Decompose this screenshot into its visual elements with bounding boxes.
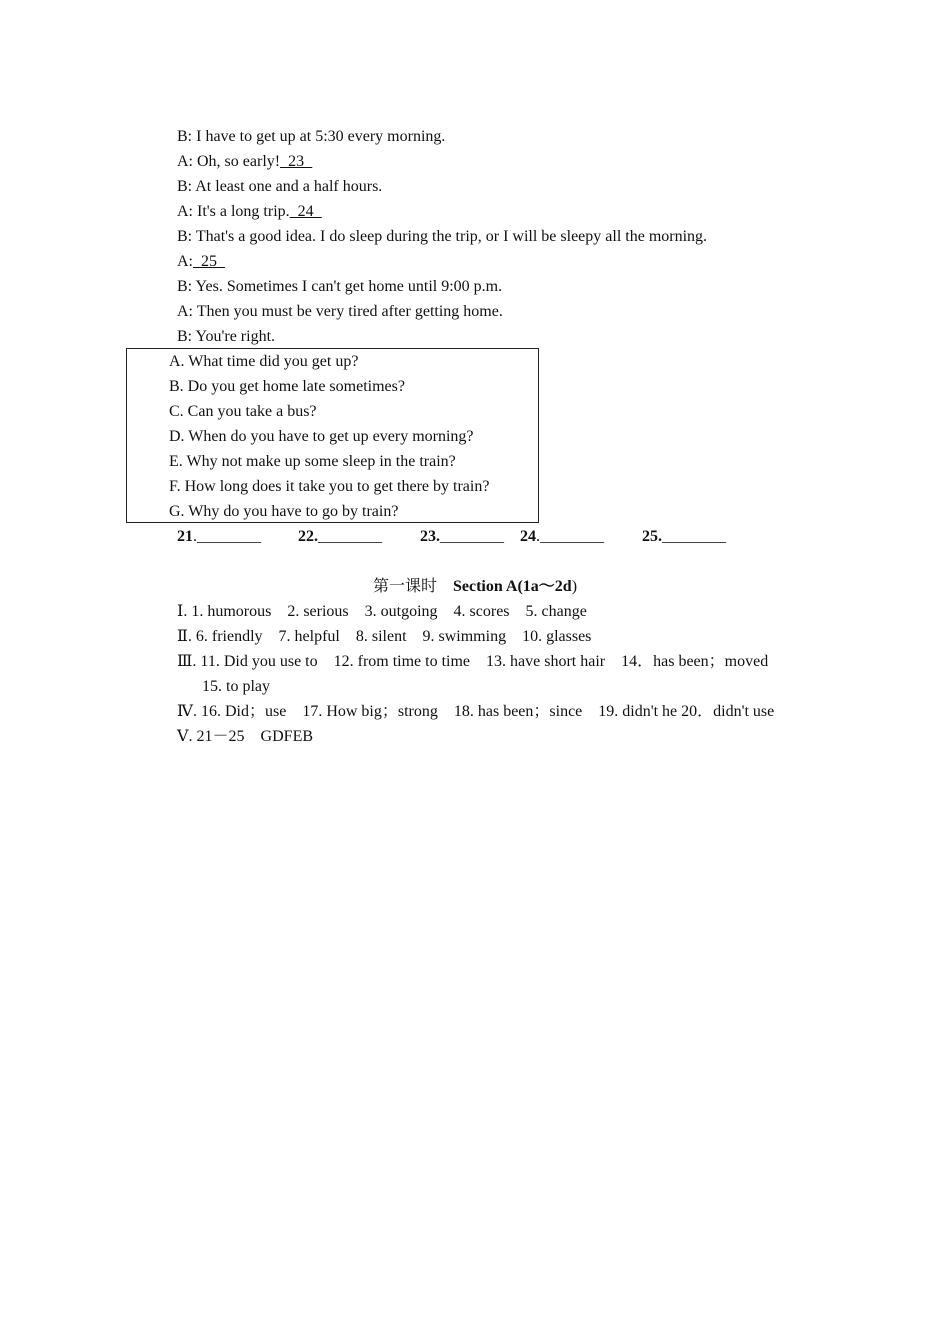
answer-line: Ⅰ. 1. humorous 2. serious 3. outgoing 4. scores 5. change: [177, 603, 587, 620]
answer-blank-23: [420, 524, 504, 549]
blank-line: ________: [318, 528, 382, 545]
option-item: D. When do you have to get up every morning?: [169, 428, 474, 445]
speaker-label: B:: [177, 328, 193, 345]
dialogue-text: Then you must be very tired after getting home.: [193, 303, 503, 320]
speaker-label: B:: [177, 278, 193, 295]
answer-line: Ⅱ. 6. friendly 7. helpful 8. silent 9. swimming 10. glasses: [177, 628, 592, 645]
dialogue-text: You're right.: [192, 328, 276, 345]
dialogue-line: [177, 124, 445, 149]
answer-line: 15. to play: [202, 678, 270, 695]
answer-blank-22: [298, 524, 382, 549]
blank-line: ________: [197, 528, 261, 545]
heading-cn: 第一课时: [372, 578, 437, 595]
speaker-label: B:: [177, 128, 193, 145]
option-item: C. Can you take a bus?: [169, 403, 317, 420]
speaker-label: B:: [177, 228, 193, 245]
dialogue-text: That's a good idea. I do sleep during the trip, or I will be sleepy all the morning.: [192, 228, 708, 245]
dialogue-text: I have to get up at 5:30 every morning.: [192, 128, 446, 145]
blank-line: ________: [662, 528, 726, 545]
section-heading: [0, 574, 950, 599]
blank-number: 21: [177, 528, 193, 545]
heading-en: Section A(1a～2d: [453, 578, 572, 595]
blank-number: 23.: [420, 528, 440, 545]
blank-number: 24: [520, 528, 536, 545]
blank-23: _23_: [280, 153, 313, 170]
dialogue-line: [177, 249, 225, 274]
answer-blank-24: [520, 524, 604, 549]
dialogue-text: Oh, so early!: [193, 153, 281, 170]
answer-line: Ⅲ. 11. Did you use to 12. from time to time 13. have short hair 14．has been；moved: [177, 653, 769, 670]
answer-line: Ⅳ. 16. Did；use 17. How big；strong 18. has been；since 19. didn't he 20．didn't use: [177, 703, 775, 720]
dialogue-line: [177, 324, 275, 349]
blank-line: ________: [540, 528, 604, 545]
blank-dot: .: [193, 528, 197, 545]
blank-number: 22.: [298, 528, 318, 545]
option-item: G. Why do you have to go by train?: [169, 503, 399, 520]
dialogue-line: [177, 199, 322, 224]
dialogue-line: [177, 299, 503, 324]
dialogue-text: At least one and a half hours.: [192, 178, 383, 195]
blank-24: _24_: [289, 203, 322, 220]
speaker-label: A:: [177, 203, 193, 220]
dialogue-line: [177, 174, 382, 199]
speaker-label: A:: [177, 303, 193, 320]
option-item: E. Why not make up some sleep in the train?: [169, 453, 456, 470]
dialogue-text: It's a long trip.: [193, 203, 290, 220]
answer-blank-25: [642, 524, 726, 549]
speaker-label: A:: [177, 253, 193, 270]
blank-dot: .: [536, 528, 540, 545]
answer-line: Ⅴ. 21－25 GDFEB: [177, 728, 314, 745]
option-item: F. How long does it take you to get there by train?: [169, 478, 490, 495]
dialogue-line: [177, 224, 707, 249]
blank-line: ________: [440, 528, 504, 545]
speaker-label: B:: [177, 178, 193, 195]
dialogue-text: Yes. Sometimes I can't get home until 9:00 p.m.: [192, 278, 503, 295]
option-item: A. What time did you get up?: [169, 353, 359, 370]
option-item: B. Do you get home late sometimes?: [169, 378, 405, 395]
blank-25: _25_: [193, 253, 225, 270]
answer-blank-21: [177, 524, 261, 549]
heading-close: ): [571, 578, 578, 595]
blank-number: 25.: [642, 528, 662, 545]
dialogue-line: [177, 274, 502, 299]
dialogue-line: [177, 149, 312, 174]
speaker-label: A:: [177, 153, 193, 170]
